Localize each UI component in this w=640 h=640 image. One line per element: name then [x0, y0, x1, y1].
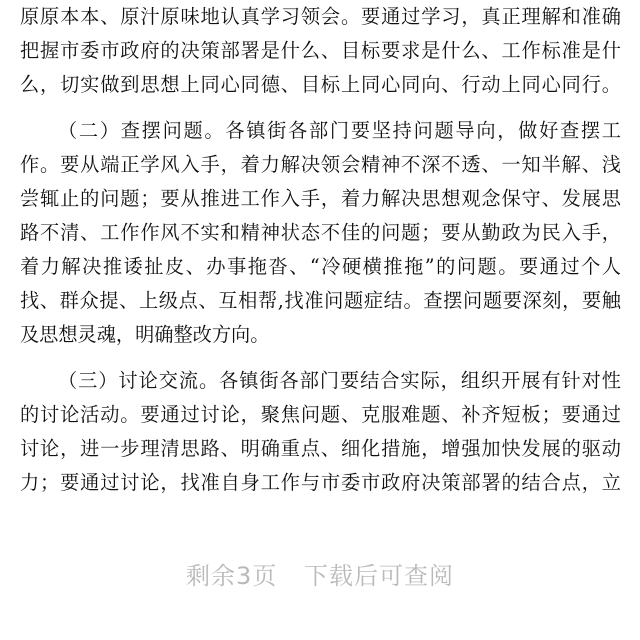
paragraph-line: 的讨论活动。要通过讨论，聚焦问题、克服难题、补齐短板；要通过 [20, 403, 621, 426]
paragraph-line: 力；要通过讨论，找准自身工作与市委市政府决策部署的结合点，立 [20, 471, 621, 494]
paragraph-line: 找、群众提、上级点、互相帮,找准问题症结。查摆问题要深刻，要触 [20, 289, 621, 312]
section-heading-line: （二）查摆问题。各镇街各部门要坚持问题导向，做好查摆工 [58, 119, 621, 142]
paragraph-line: 讨论，进一步理清思路、明确重点、细化措施，增强加快发展的驱动 [20, 437, 621, 460]
paragraph-line: 着力解决推诿扯皮、办事拖沓、“冷硬横推拖”的问题。要通过个人 [20, 255, 621, 278]
remaining-pages-notice[interactable]: 剩余3页 下载后可查阅 [186, 562, 454, 590]
paragraph-line: 原原本本、原汁原味地认真学习领会。要通过学习，真正理解和准确 [20, 5, 621, 28]
paragraph-line: 及思想灵魂，明确整改方向。 [20, 323, 270, 346]
paragraph-line: 尝辄止的问题；要从推进工作入手，着力解决思想观念保守、发展思 [20, 187, 621, 210]
paragraph-line: 把握市委市政府的决策部署是什么、目标要求是什么、工作标准是什 [20, 39, 621, 62]
paragraph-line: 路不清、工作作风不实和精神状态不佳的问题；要从勤政为民入手， [20, 221, 621, 244]
paragraph-line: 么，切实做到思想上同心同德、目标上同心同向、行动上同心同行。 [20, 73, 621, 96]
section-heading-line: （三）讨论交流。各镇街各部门要结合实际，组织开展有针对性 [58, 369, 621, 392]
paragraph-line: 作。要从端正学风入手，着力解决领会精神不深不透、一知半解、浅 [20, 153, 621, 176]
